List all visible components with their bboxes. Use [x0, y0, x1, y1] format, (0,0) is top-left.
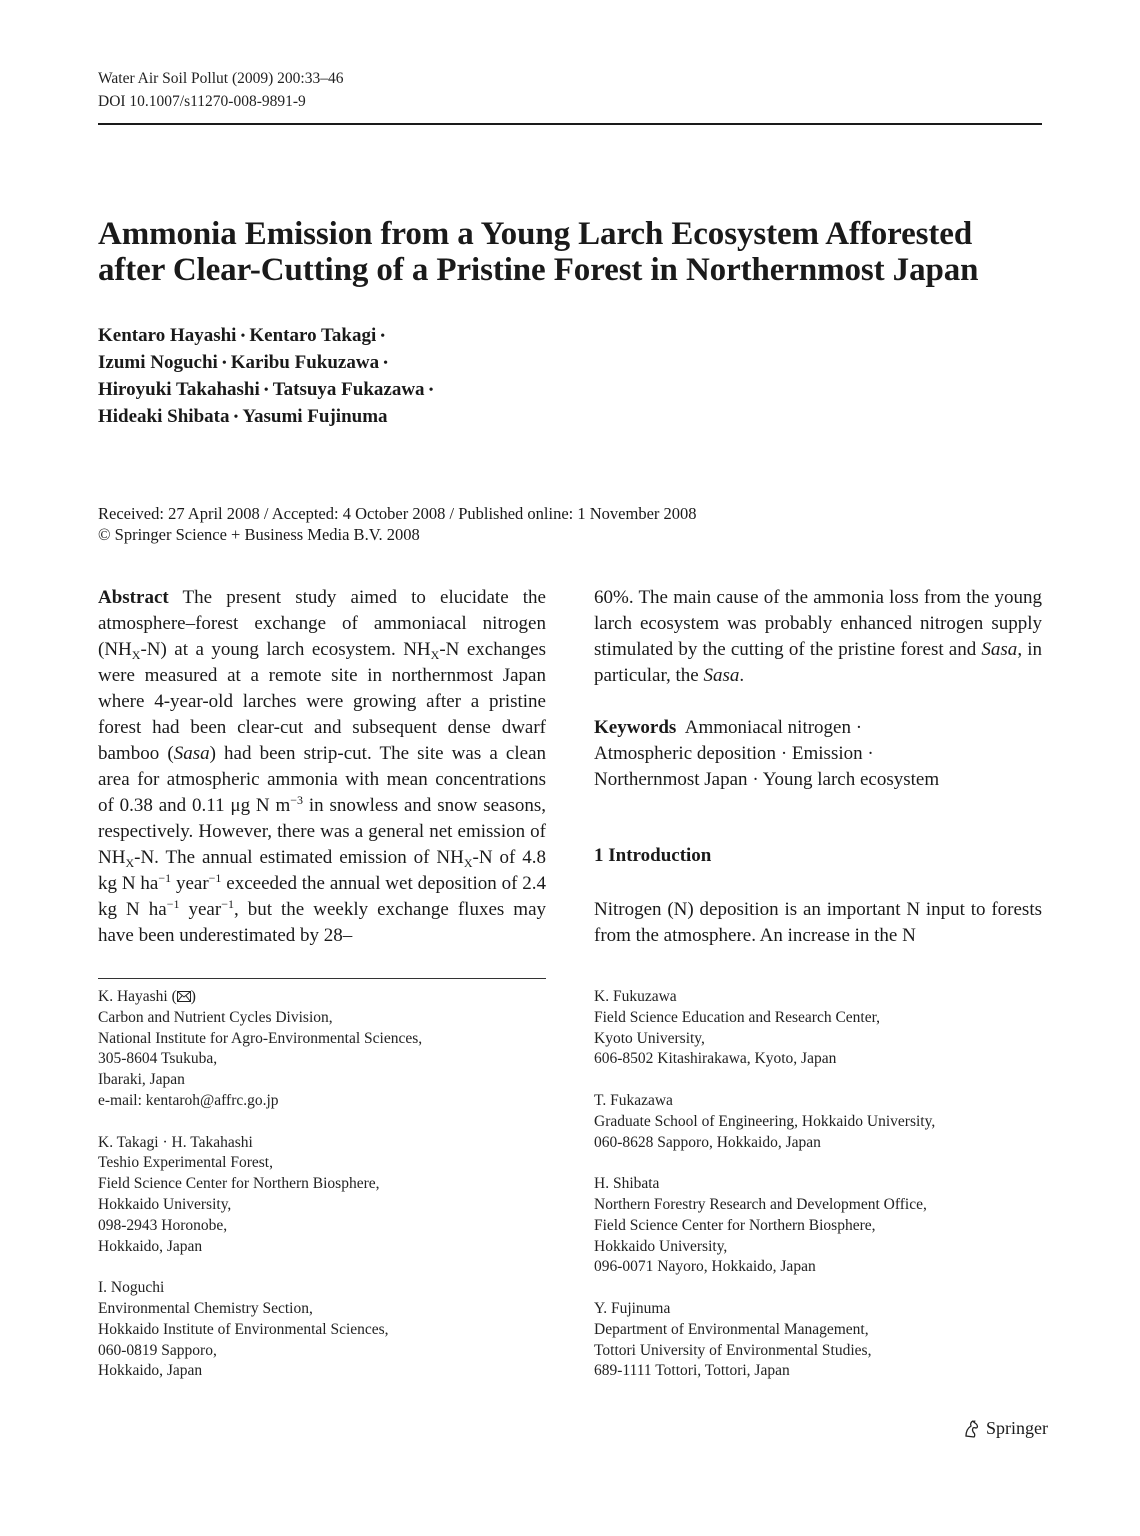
affiliation-block: K. Takagi · H. Takahashi Teshio Experimental Forest, Field Science Center for Northern Biosphere, Hokkaido University, 098-2943 Horonobe, Hokkaido, Japan — [98, 1133, 380, 1255]
affiliations-left — [98, 987, 546, 1403]
springer-horse-icon — [962, 1419, 982, 1439]
section-heading-introduction: 1 Introduction — [594, 845, 712, 866]
affiliation-block: Y. Fujinuma Department of Environmental Management, Tottori University of Environmental Studies, 689-1111 Tottori, Tottori, Japan — [594, 1299, 872, 1380]
keyword: Ammoniacal nitrogen — [684, 717, 851, 738]
journal-header — [98, 67, 343, 113]
affiliation-block: K. Hayashi ( ) Carbon and Nutrient Cycles Division, National Institute for Agro-Environmental Sciences, 305-8604 Tsukuba, Ibaraki, Japan e-mail: kentaroh@affrc.go.jp — [98, 987, 546, 1112]
keyword: Young larch ecosystem — [762, 769, 940, 790]
publisher-name: Springer — [986, 1418, 1048, 1438]
doi[interactable]: DOI 10.1007/s11270-008-9891-9 — [98, 93, 306, 110]
keyword: Atmospheric deposition — [594, 743, 777, 764]
author-name[interactable]: Kentaro Takagi — [249, 325, 377, 346]
email-link[interactable]: e-mail: kentaroh@affrc.go.jp — [98, 1091, 279, 1109]
abstract-label: Abstract — [98, 587, 169, 608]
keyword: Emission — [791, 743, 863, 764]
author-list: Kentaro Hayashi • Kentaro Takagi • Izumi Noguchi • Karibu Fukuzawa • Hiroyuki Takahashi • Tatsuya Fukazawa • Hideaki Shibata • Yasumi Fujinuma — [98, 325, 434, 427]
affiliation-block: H. Shibata Northern Forestry Research and Development Office, Field Science Center for Northern Biosphere, Hokkaido University, 096-0071 Nayoro, Hokkaido, Japan — [594, 1175, 927, 1276]
journal-citation: Water Air Soil Pollut (2009) 200:33–46 — [98, 70, 344, 87]
publication-dates: Received: 27 April 2008 / Accepted: 4 October 2008 / Published online: 1 November 2008 © Springer Science + Business Media B.V. 2008 — [98, 504, 697, 544]
author-name[interactable]: Hiroyuki Takahashi — [98, 379, 260, 400]
introduction-text: Nitrogen (N) deposition is an important N input to forests from the atmosphere. An increase in the N — [594, 899, 1042, 946]
keywords-label: Keywords — [594, 717, 677, 738]
footnote-rule — [98, 978, 546, 979]
paper-title: Ammonia Emission from a Young Larch Ecosystem Afforested after Clear-Cutting of a Pristine Forest in Northernmost Japan — [98, 216, 979, 288]
author-name[interactable]: Kentaro Hayashi — [98, 325, 237, 346]
author-name[interactable]: Izumi Noguchi — [98, 352, 218, 373]
abstract-right: 60%. The main cause of the ammonia loss from the young larch ecosystem was probably enhanced nitrogen supply stimulated by the cutting of the pristine forest and Sasa, in particular, the Sasa. — [594, 587, 1043, 686]
affiliation-block: T. Fukazawa Graduate School of Engineering, Hokkaido University, 060-8628 Sapporo, Hokkaido, Japan — [594, 1091, 936, 1151]
affiliation-block: I. Noguchi Environmental Chemistry Section, Hokkaido Institute of Environmental Sciences, 060-0819 Sapporo, Hokkaido, Japan — [98, 1279, 389, 1380]
author-name[interactable]: Tatsuya Fukazawa — [272, 379, 425, 400]
affiliation-block: K. Fukuzawa Field Science Education and Research Center, Kyoto University, 606-8502 Kitashirakawa, Kyoto, Japan — [594, 988, 881, 1068]
author-name[interactable]: Karibu Fukuzawa — [230, 352, 380, 373]
affiliations-right — [594, 987, 1042, 1403]
author-name[interactable]: Yasumi Fujinuma — [242, 406, 388, 427]
header-rule — [98, 123, 1042, 125]
keyword: Northernmost Japan — [594, 769, 748, 790]
abstract-left: Abstract The present study aimed to elucidate the atmosphere–forest exchange of ammoniacal nitrogen $(NH_X-N)$ at a young larch ecosystem. $NH_X-N$ exchanges were measured at a remote site in northernmost Japan where 4-year-old larches were growing after a pristine forest had been clear-cut and subsequent dense dwarf bamboo (Sasa) had been strip-cut. The site was a clean area for atmospheric ammonia with mean concentrations of 0.38 and 0.11 μg N $m^{-3}$ in snowless and snow seasons, respectively. However, there was a general net emission of $NH_X-N$. The annual estimated emission of $NH_X-N$ of 4.8 kg N $ha^{-1}$ year$^{-1}$ exceeded the annual wet deposition of 2.4 kg N $ha^{-1}$ year$^{-1}$, but the weekly exchange fluxes may have been underestimated by 28– — [98, 587, 547, 946]
keywords: Keywords Ammoniacal nitrogen · Atmospheric deposition · Emission · Northernmost Japan · Young larch ecosystem — [594, 717, 940, 790]
copyright-icon: © — [98, 525, 111, 544]
mail-icon[interactable] — [177, 991, 191, 1002]
author-name[interactable]: Hideaki Shibata — [98, 406, 230, 427]
publisher-logo — [962, 1418, 1048, 1439]
